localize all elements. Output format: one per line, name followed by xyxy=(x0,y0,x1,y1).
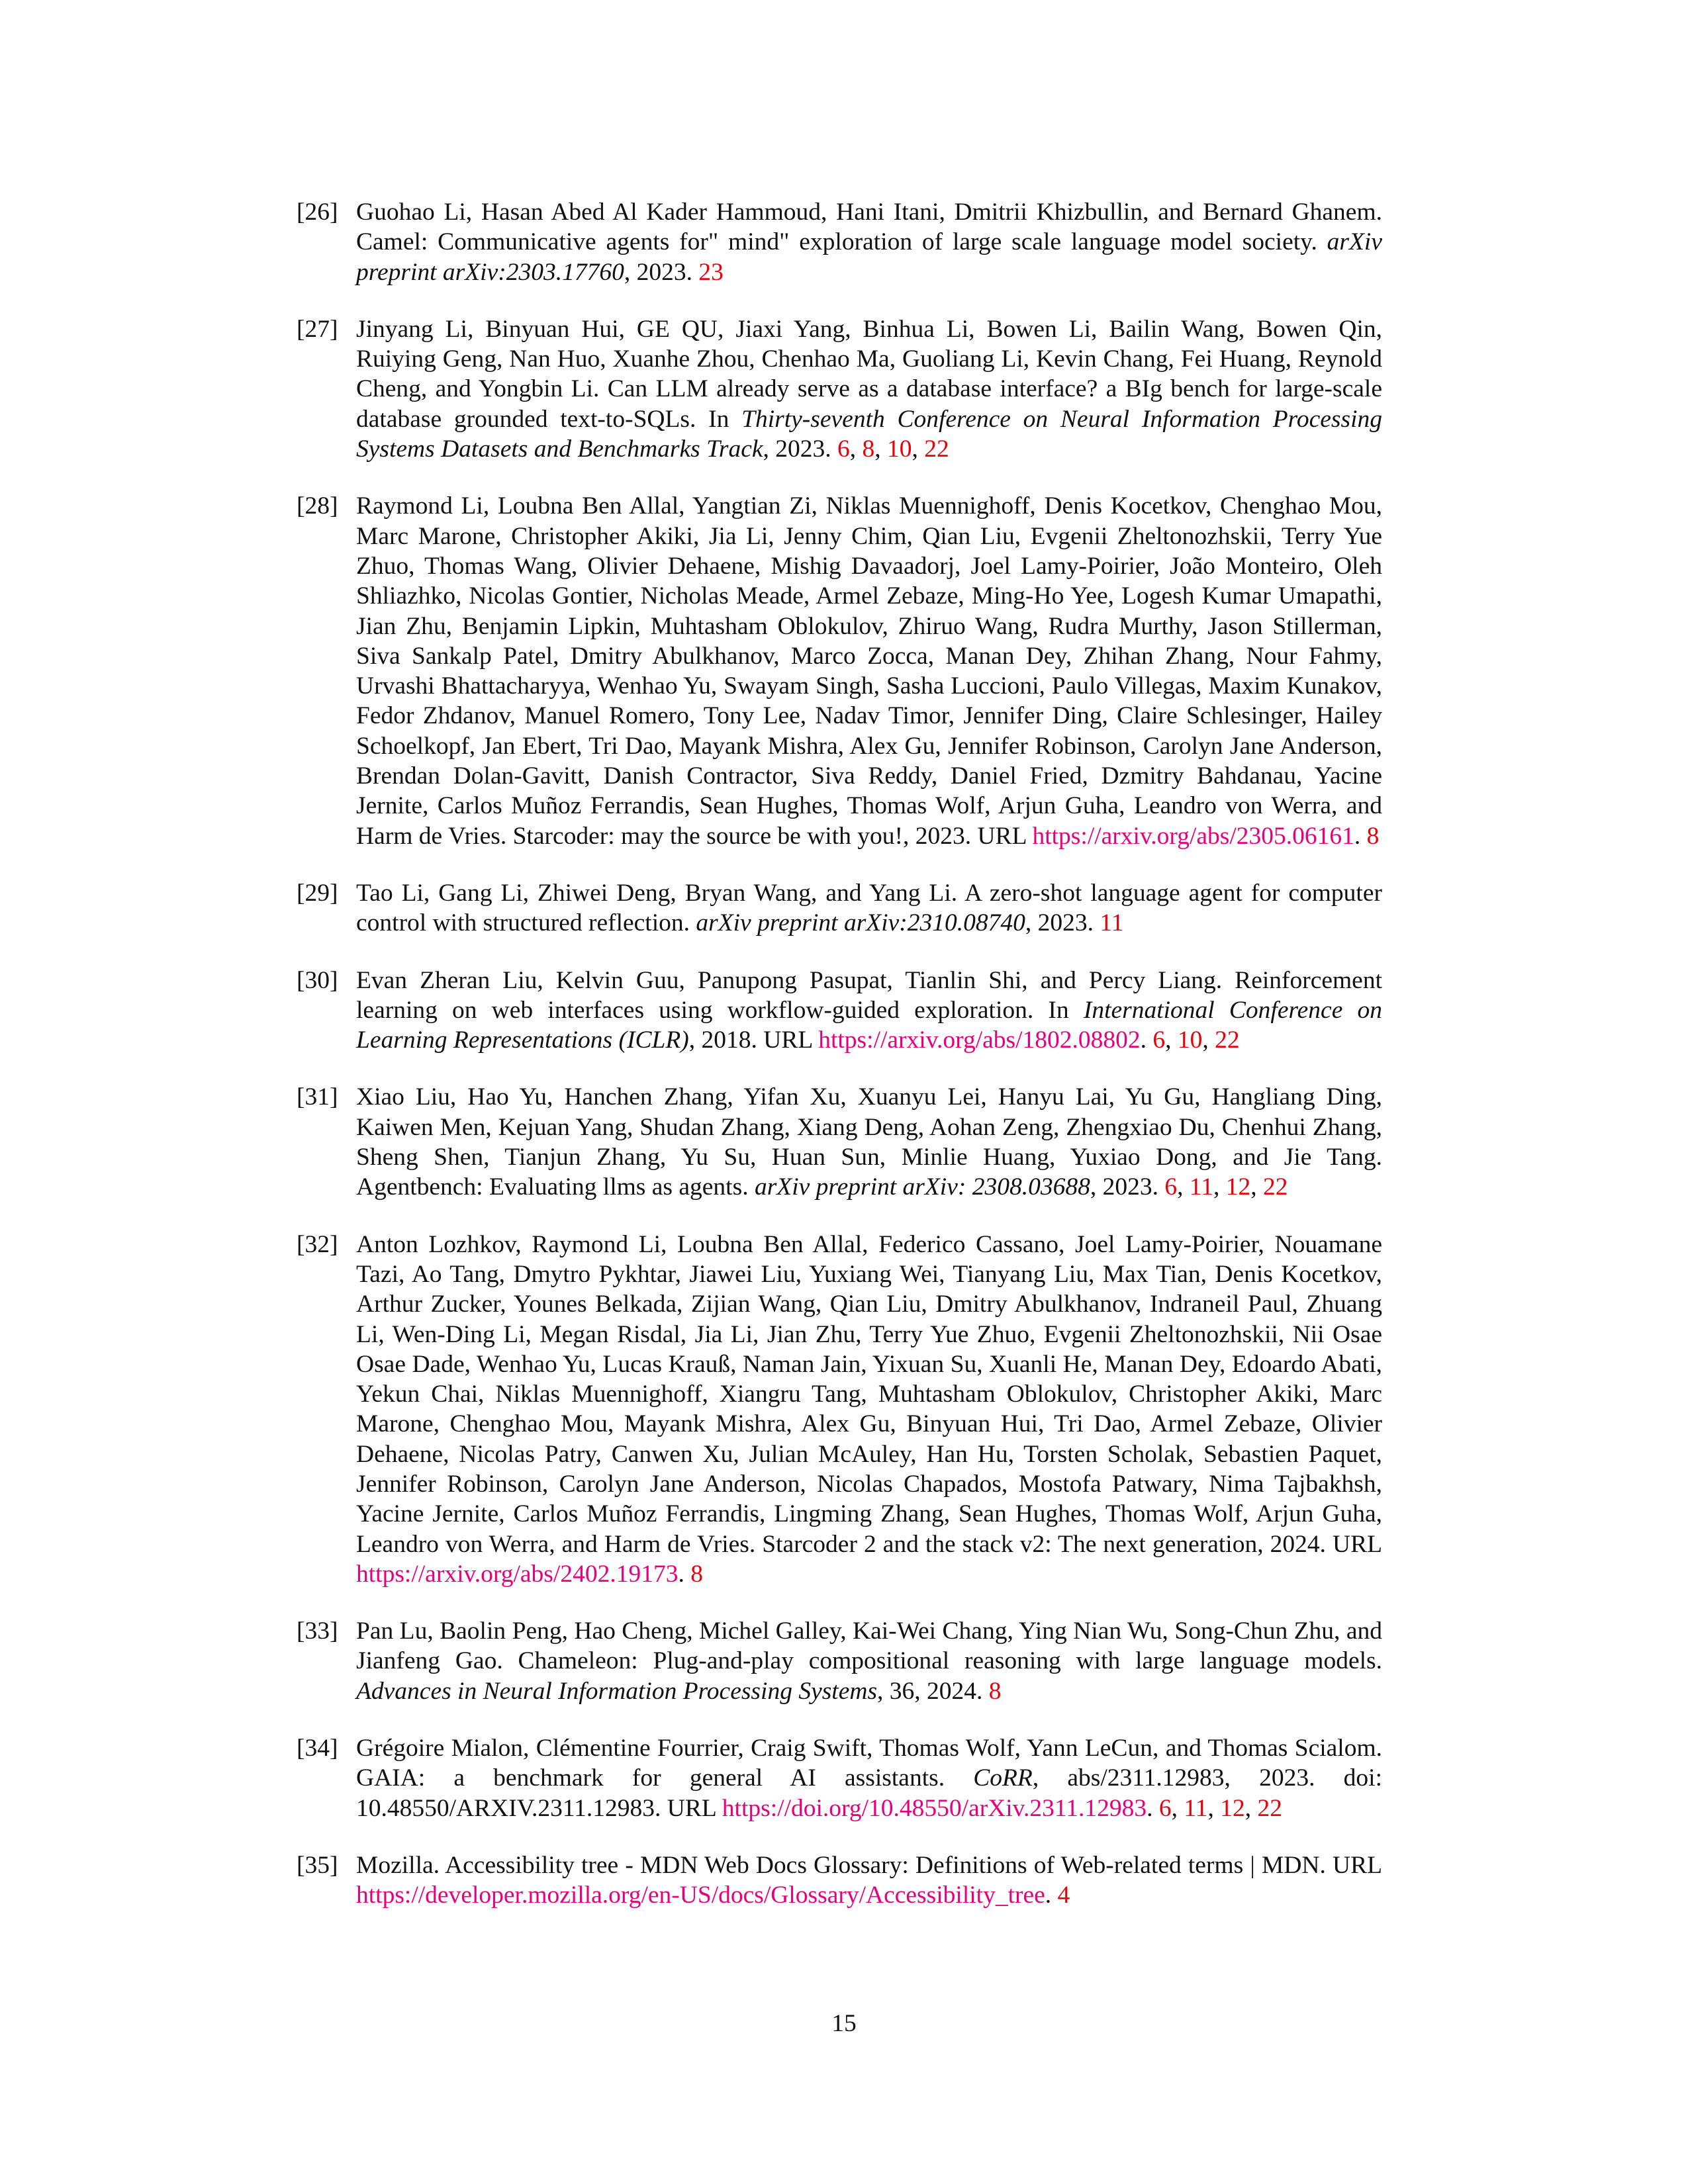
reference-url-link[interactable]: https://doi.org/10.48550/arXiv.2311.12983 xyxy=(722,1794,1147,1822)
backref-page-link[interactable]: 11 xyxy=(1184,1794,1208,1822)
reference-text: Anton Lozhkov, Raymond Li, Loubna Ben Allal, Federico Cassano, Joel Lamy-Poirier, Nouamane Tazi, Ao Tang, Dmytro Pykhtar, Jiawei Liu, Yuxiang Wei, Tianyang Liu, Max Tian, Denis Kocetkov, Arthur Zucker, Younes Belkada, Zijian Wang, Qian Liu, Dmitry Abulkhanov, Indraneil Paul, Zhuang Li, Wen-Ding Li, Megan Risdal, Jia Li, Jian Zhu, Terry Yue Zhuo, Evgenii Zheltonozhskii, Nii Osae Osae Dade, Wenhao Yu, Lucas Krauß, Naman Jain, Yixuan Su, Xuanli He, Manan Dey, Edoardo Abati, Yekun Chai, Niklas Muennighoff, Xiangru Tang, Muhtasham Oblokulov, Christopher Akiki, Marc Marone, Chenghao Mou, Mayank Mishra, Alex Gu, Binyuan Hui, Tri Dao, Armel Zebaze, Olivier Dehaene, Nicolas Patry, Canwen Xu, Julian McAuley, Han Hu, Torsten Scholak, Sebastien Paquet, Jennifer Robinson, Carolyn Jane Anderson, Nicolas Chapados, Mostofa Patwary, Nima Tajbakhsh, Yacine Jernite, Carlos Muñoz Ferrandis, Lingming Zhang, Sean Hughes, Thomas Wolf, Arjun Guha, Leandro von Werra, and Harm de Vries. Starcoder 2 and the stack v2: The next generation, 2024. URL https://arxiv.org/abs/2402.19173. 8 xyxy=(356,1230,1382,1588)
backref-page-link[interactable]: 6 xyxy=(1158,1794,1172,1822)
reference-venue: arXiv preprint arXiv:2310.08740 xyxy=(696,909,1025,937)
reference-entry xyxy=(297,1850,1382,1911)
reference-number: [27] xyxy=(297,315,338,343)
reference-entry xyxy=(297,1733,1382,1823)
reference-number: [34] xyxy=(297,1735,338,1762)
reference-number: [26] xyxy=(297,199,338,226)
backref-page-link[interactable]: 8 xyxy=(1366,822,1380,850)
reference-number: [30] xyxy=(297,966,338,994)
reference-number: [33] xyxy=(297,1617,338,1645)
backref-page-link[interactable]: 11 xyxy=(1100,909,1124,937)
backref-page-link[interactable]: 6 xyxy=(837,435,850,463)
reference-number: [31] xyxy=(297,1083,338,1111)
reference-url-link[interactable]: https://arxiv.org/abs/2402.19173 xyxy=(356,1560,679,1588)
reference-entry xyxy=(297,878,1382,938)
reference-number: [35] xyxy=(297,1851,338,1879)
backref-page-link[interactable]: 22 xyxy=(1215,1026,1240,1054)
backref-page-link[interactable]: 8 xyxy=(690,1560,703,1588)
reference-text: Xiao Liu, Hao Yu, Hanchen Zhang, Yifan Xu, Xuanyu Lei, Hanyu Lai, Yu Gu, Hangliang Ding, Kaiwen Men, Kejuan Yang, Shudan Zhang, Xiang Deng, Aohan Zeng, Zhengxiao Du, Chenhui Zhang, Sheng Shen, Tianjun Zhang, Yu Su, Huan Sun, Minlie Huang, Yuxiao Dong, and Jie Tang. Agentbench: Evaluating llms as agents. arXiv preprint arXiv: 2308.03688, 2023. 6, 11, 12, 22 xyxy=(356,1083,1382,1201)
reference-text: Mozilla. Accessibility tree - MDN Web Docs Glossary: Definitions of Web-related terms | MDN. URL https://developer.mozilla.org/en-US/docs/Glossary/Accessibility_tree. 4 xyxy=(356,1851,1382,1909)
backref-page-link[interactable]: 6 xyxy=(1164,1173,1178,1201)
reference-venue: Thirty-seventh Conference on Neural Information Processing Systems Datasets and Benchmarks Track xyxy=(356,405,1382,463)
page-number: 15 xyxy=(831,2010,857,2037)
reference-details: , 2023. xyxy=(1090,1173,1165,1201)
reference-details: , abs/2311.12983, 2023. doi: 10.48550/ARXIV.2311.12983. URL xyxy=(356,1764,1382,1822)
reference-entry xyxy=(297,1230,1382,1590)
reference-citation: Raymond Li, Loubna Ben Allal, Yangtian Zi, Niklas Muennighoff, Denis Kocetkov, Chenghao Mou, Marc Marone, Christopher Akiki, Jia Li, Jenny Chim, Qian Liu, Evgenii Zheltonozhskii, Terry Yue Zhuo, Thomas Wang, Olivier Dehaene, Mishig Davaadorj, Joel Lamy-Poirier, João Monteiro, Oleh Shliazhko, Nicolas Gontier, Nicholas Meade, Armel Zebaze, Ming-Ho Yee, Logesh Kumar Umapathi, Jian Zhu, Benjamin Lipkin, Muhtasham Oblokulov, Zhiruo Wang, Rudra Murthy, Jason Stillerman, Siva Sankalp Patel, Dmitry Abulkhanov, Marco Zocca, Manan Dey, Zhihan Zhang, Nour Fahmy, Urvashi Bhattacharyya, Wenhao Yu, Swayam Singh, Sasha Luccioni, Paulo Villegas, Maxim Kunakov, Fedor Zhdanov, Manuel Romero, Tony Lee, Nadav Timor, Jennifer Ding, Claire Schlesinger, Hailey Schoelkopf, Jan Ebert, Tri Dao, Mayank Mishra, Alex Gu, Jennifer Robinson, Carolyn Jane Anderson, Brendan Dolan-Gavitt, Danish Contractor, Siva Reddy, Daniel Fried, Dzmitry Bahdanau, Yacine Jernite, Carlos Muñoz Ferrandis, Sean Hughes, Thomas Wolf, Arjun Guha, Leandro von Werra, and Harm de Vries. Starcoder: may the source be with you!, 2023. URL xyxy=(356,492,1382,850)
reference-citation: Tao Li, Gang Li, Zhiwei Deng, Bryan Wang, and Yang Li. A zero-shot language agent for computer control with structured reflection. xyxy=(356,879,1382,937)
backref-page-link[interactable]: 10 xyxy=(1177,1026,1203,1054)
reference-details: , 36, 2024. xyxy=(877,1677,989,1705)
reference-citation: Pan Lu, Baolin Peng, Hao Cheng, Michel Galley, Kai-Wei Chang, Ying Nian Wu, Song-Chun Zhu, and Jianfeng Gao. Chameleon: Plug-and-play compositional reasoning with large language models. xyxy=(356,1617,1382,1675)
reference-details: , 2018. URL xyxy=(688,1026,819,1054)
reference-text xyxy=(356,197,1382,287)
reference-details: , 2023. xyxy=(1025,909,1100,937)
reference-venue: CoRR xyxy=(973,1764,1033,1792)
reference-text: Jinyang Li, Binyuan Hui, GE QU, Jiaxi Yang, Binhua Li, Bowen Li, Bailin Wang, Bowen Qin, Ruiying Geng, Nan Huo, Xuanhe Zhou, Chenhao Ma, Guoliang Li, Kevin Chang, Fei Huang, Reynold Cheng, and Yongbin Li. Can LLM already serve as a database interface? a BIg bench for large-scale database grounded text-to-SQLs. In Thirty-seventh Conference on Neural Information Processing Systems Datasets and Benchmarks Track, 2023. 6, 8, 10, 22 xyxy=(356,315,1382,463)
reference-details: , 2023. xyxy=(763,435,838,463)
reference-text xyxy=(356,1616,1382,1706)
backref-page-link[interactable]: 12 xyxy=(1220,1794,1245,1822)
reference-entry xyxy=(297,1616,1382,1706)
reference-text: Grégoire Mialon, Clémentine Fourrier, Craig Swift, Thomas Wolf, Yann LeCun, and Thomas Scialom. GAIA: a benchmark for general AI assistants. CoRR, abs/2311.12983, 2023. doi: 10.48550/ARXIV.2311.12983. URL https://doi.org/10.48550/arXiv.2311.12983. 6, 11, 12, 22 xyxy=(356,1735,1382,1822)
reference-citation: Evan Zheran Liu, Kelvin Guu, Panupong Pasupat, Tianlin Shi, and Percy Liang. Reinforcement learning on web interfaces using workflow-guided exploration. In xyxy=(356,966,1382,1024)
reference-entry xyxy=(297,491,1382,851)
backref-page-link[interactable]: 22 xyxy=(924,435,949,463)
reference-number: [32] xyxy=(297,1230,338,1258)
backref-page-link[interactable]: 11 xyxy=(1189,1173,1213,1201)
backref-page-link[interactable]: 8 xyxy=(988,1677,1002,1705)
reference-citation: Guohao Li, Hasan Abed Al Kader Hammoud, Hani Itani, Dmitrii Khizbullin, and Bernard Ghanem. Camel: Communicative agents for" mind" exploration of large scale language model society. xyxy=(356,199,1382,256)
reference-venue: Advances in Neural Information Processing Systems xyxy=(356,1677,878,1705)
reference-number: [28] xyxy=(297,492,338,520)
reference-entry xyxy=(297,1082,1382,1202)
reference-text: Evan Zheran Liu, Kelvin Guu, Panupong Pasupat, Tianlin Shi, and Percy Liang. Reinforcement learning on web interfaces using workflow-guided exploration. In International Conference on Learning Representations (ICLR), 2018. URL https://arxiv.org/abs/1802.08802. 6, 10, 22 xyxy=(356,966,1382,1054)
reference-entry xyxy=(297,197,1382,287)
backref-page-link[interactable]: 12 xyxy=(1225,1173,1251,1201)
backref-page-link[interactable]: 6 xyxy=(1152,1026,1166,1054)
reference-url-link[interactable]: https://developer.mozilla.org/en-US/docs/Glossary/Accessibility_tree xyxy=(356,1882,1045,1909)
reference-entry xyxy=(297,966,1382,1056)
backref-page-link[interactable]: 22 xyxy=(1257,1794,1282,1822)
reference-citation: Anton Lozhkov, Raymond Li, Loubna Ben Allal, Federico Cassano, Joel Lamy-Poirier, Nouamane Tazi, Ao Tang, Dmytro Pykhtar, Jiawei Liu, Yuxiang Wei, Tianyang Liu, Max Tian, Denis Kocetkov, Arthur Zucker, Younes Belkada, Zijian Wang, Qian Liu, Dmitry Abulkhanov, Indraneil Paul, Zhuang Li, Wen-Ding Li, Megan Risdal, Jia Li, Jian Zhu, Terry Yue Zhuo, Evgenii Zheltonozhskii, Nii Osae Osae Dade, Wenhao Yu, Lucas Krauß, Naman Jain, Yixuan Su, Xuanli He, Manan Dey, Edoardo Abati, Yekun Chai, Niklas Muennighoff, Xiangru Tang, Muhtasham Oblokulov, Christopher Akiki, Marc Marone, Chenghao Mou, Mayank Mishra, Alex Gu, Binyuan Hui, Tri Dao, Armel Zebaze, Olivier Dehaene, Nicolas Patry, Canwen Xu, Julian McAuley, Han Hu, Torsten Scholak, Sebastien Paquet, Jennifer Robinson, Carolyn Jane Anderson, Nicolas Chapados, Mostofa Patwary, Nima Tajbakhsh, Yacine Jernite, Carlos Muñoz Ferrandis, Lingming Zhang, Sean Hughes, Thomas Wolf, Arjun Guha, Leandro von Werra, and Harm de Vries. Starcoder 2 and the stack v2: The next generation, 2024. URL xyxy=(356,1230,1382,1558)
reference-citation: Grégoire Mialon, Clémentine Fourrier, Craig Swift, Thomas Wolf, Yann LeCun, and Thomas Scialom. GAIA: a benchmark for general AI assistants. xyxy=(356,1735,1382,1792)
reference-url-link[interactable]: https://arxiv.org/abs/2305.06161 xyxy=(1032,822,1354,850)
reference-details: , 2023. xyxy=(624,258,699,286)
reference-text: Raymond Li, Loubna Ben Allal, Yangtian Zi, Niklas Muennighoff, Denis Kocetkov, Chenghao Mou, Marc Marone, Christopher Akiki, Jia Li, Jenny Chim, Qian Liu, Evgenii Zheltonozhskii, Terry Yue Zhuo, Thomas Wang, Olivier Dehaene, Mishig Davaadorj, Joel Lamy-Poirier, João Monteiro, Oleh Shliazhko, Nicolas Gontier, Nicholas Meade, Armel Zebaze, Ming-Ho Yee, Logesh Kumar Umapathi, Jian Zhu, Benjamin Lipkin, Muhtasham Oblokulov, Zhiruo Wang, Rudra Murthy, Jason Stillerman, Siva Sankalp Patel, Dmitry Abulkhanov, Marco Zocca, Manan Dey, Zhihan Zhang, Nour Fahmy, Urvashi Bhattacharyya, Wenhao Yu, Swayam Singh, Sasha Luccioni, Paulo Villegas, Maxim Kunakov, Fedor Zhdanov, Manuel Romero, Tony Lee, Nadav Timor, Jennifer Ding, Claire Schlesinger, Hailey Schoelkopf, Jan Ebert, Tri Dao, Mayank Mishra, Alex Gu, Jennifer Robinson, Carolyn Jane Anderson, Brendan Dolan-Gavitt, Danish Contractor, Siva Reddy, Daniel Fried, Dzmitry Bahdanau, Yacine Jernite, Carlos Muñoz Ferrandis, Sean Hughes, Thomas Wolf, Arjun Guha, Leandro von Werra, and Harm de Vries. Starcoder: may the source be with you!, 2023. URL https://arxiv.org/abs/2305.06161. 8 xyxy=(356,492,1382,850)
backref-page-link[interactable]: 4 xyxy=(1057,1882,1070,1909)
reference-citation: Xiao Liu, Hao Yu, Hanchen Zhang, Yifan Xu, Xuanyu Lei, Hanyu Lai, Yu Gu, Hangliang Ding, Kaiwen Men, Kejuan Yang, Shudan Zhang, Xiang Deng, Aohan Zeng, Zhengxiao Du, Chenhui Zhang, Sheng Shen, Tianjun Zhang, Yu Su, Huan Sun, Minlie Huang, Yuxiao Dong, and Jie Tang. Agentbench: Evaluating llms as agents. xyxy=(356,1083,1382,1201)
reference-citation: Mozilla. Accessibility tree - MDN Web Docs Glossary: Definitions of Web-related terms | MDN. URL xyxy=(356,1851,1382,1879)
backref-page-link[interactable]: 8 xyxy=(862,435,875,463)
backref-page-link[interactable]: 23 xyxy=(698,258,724,286)
reference-number: [29] xyxy=(297,879,338,907)
backref-page-link[interactable]: 10 xyxy=(887,435,912,463)
reference-venue: arXiv preprint arXiv:2303.17760 xyxy=(356,228,1382,286)
reference-list xyxy=(297,197,1382,1938)
reference-entry xyxy=(297,314,1382,464)
reference-venue: arXiv preprint arXiv: 2308.03688 xyxy=(754,1173,1090,1201)
reference-text xyxy=(356,878,1382,938)
reference-venue: International Conference on Learning Representations (ICLR) xyxy=(356,996,1382,1054)
backref-page-link[interactable]: 22 xyxy=(1262,1173,1288,1201)
reference-citation: Jinyang Li, Binyuan Hui, GE QU, Jiaxi Yang, Binhua Li, Bowen Li, Bailin Wang, Bowen Qin, Ruiying Geng, Nan Huo, Xuanhe Zhou, Chenhao Ma, Guoliang Li, Kevin Chang, Fei Huang, Reynold Cheng, and Yongbin Li. Can LLM already serve as a database interface? a BIg bench for large-scale database grounded text-to-SQLs. In xyxy=(356,315,1382,433)
reference-url-link[interactable]: https://arxiv.org/abs/1802.08802 xyxy=(818,1026,1141,1054)
